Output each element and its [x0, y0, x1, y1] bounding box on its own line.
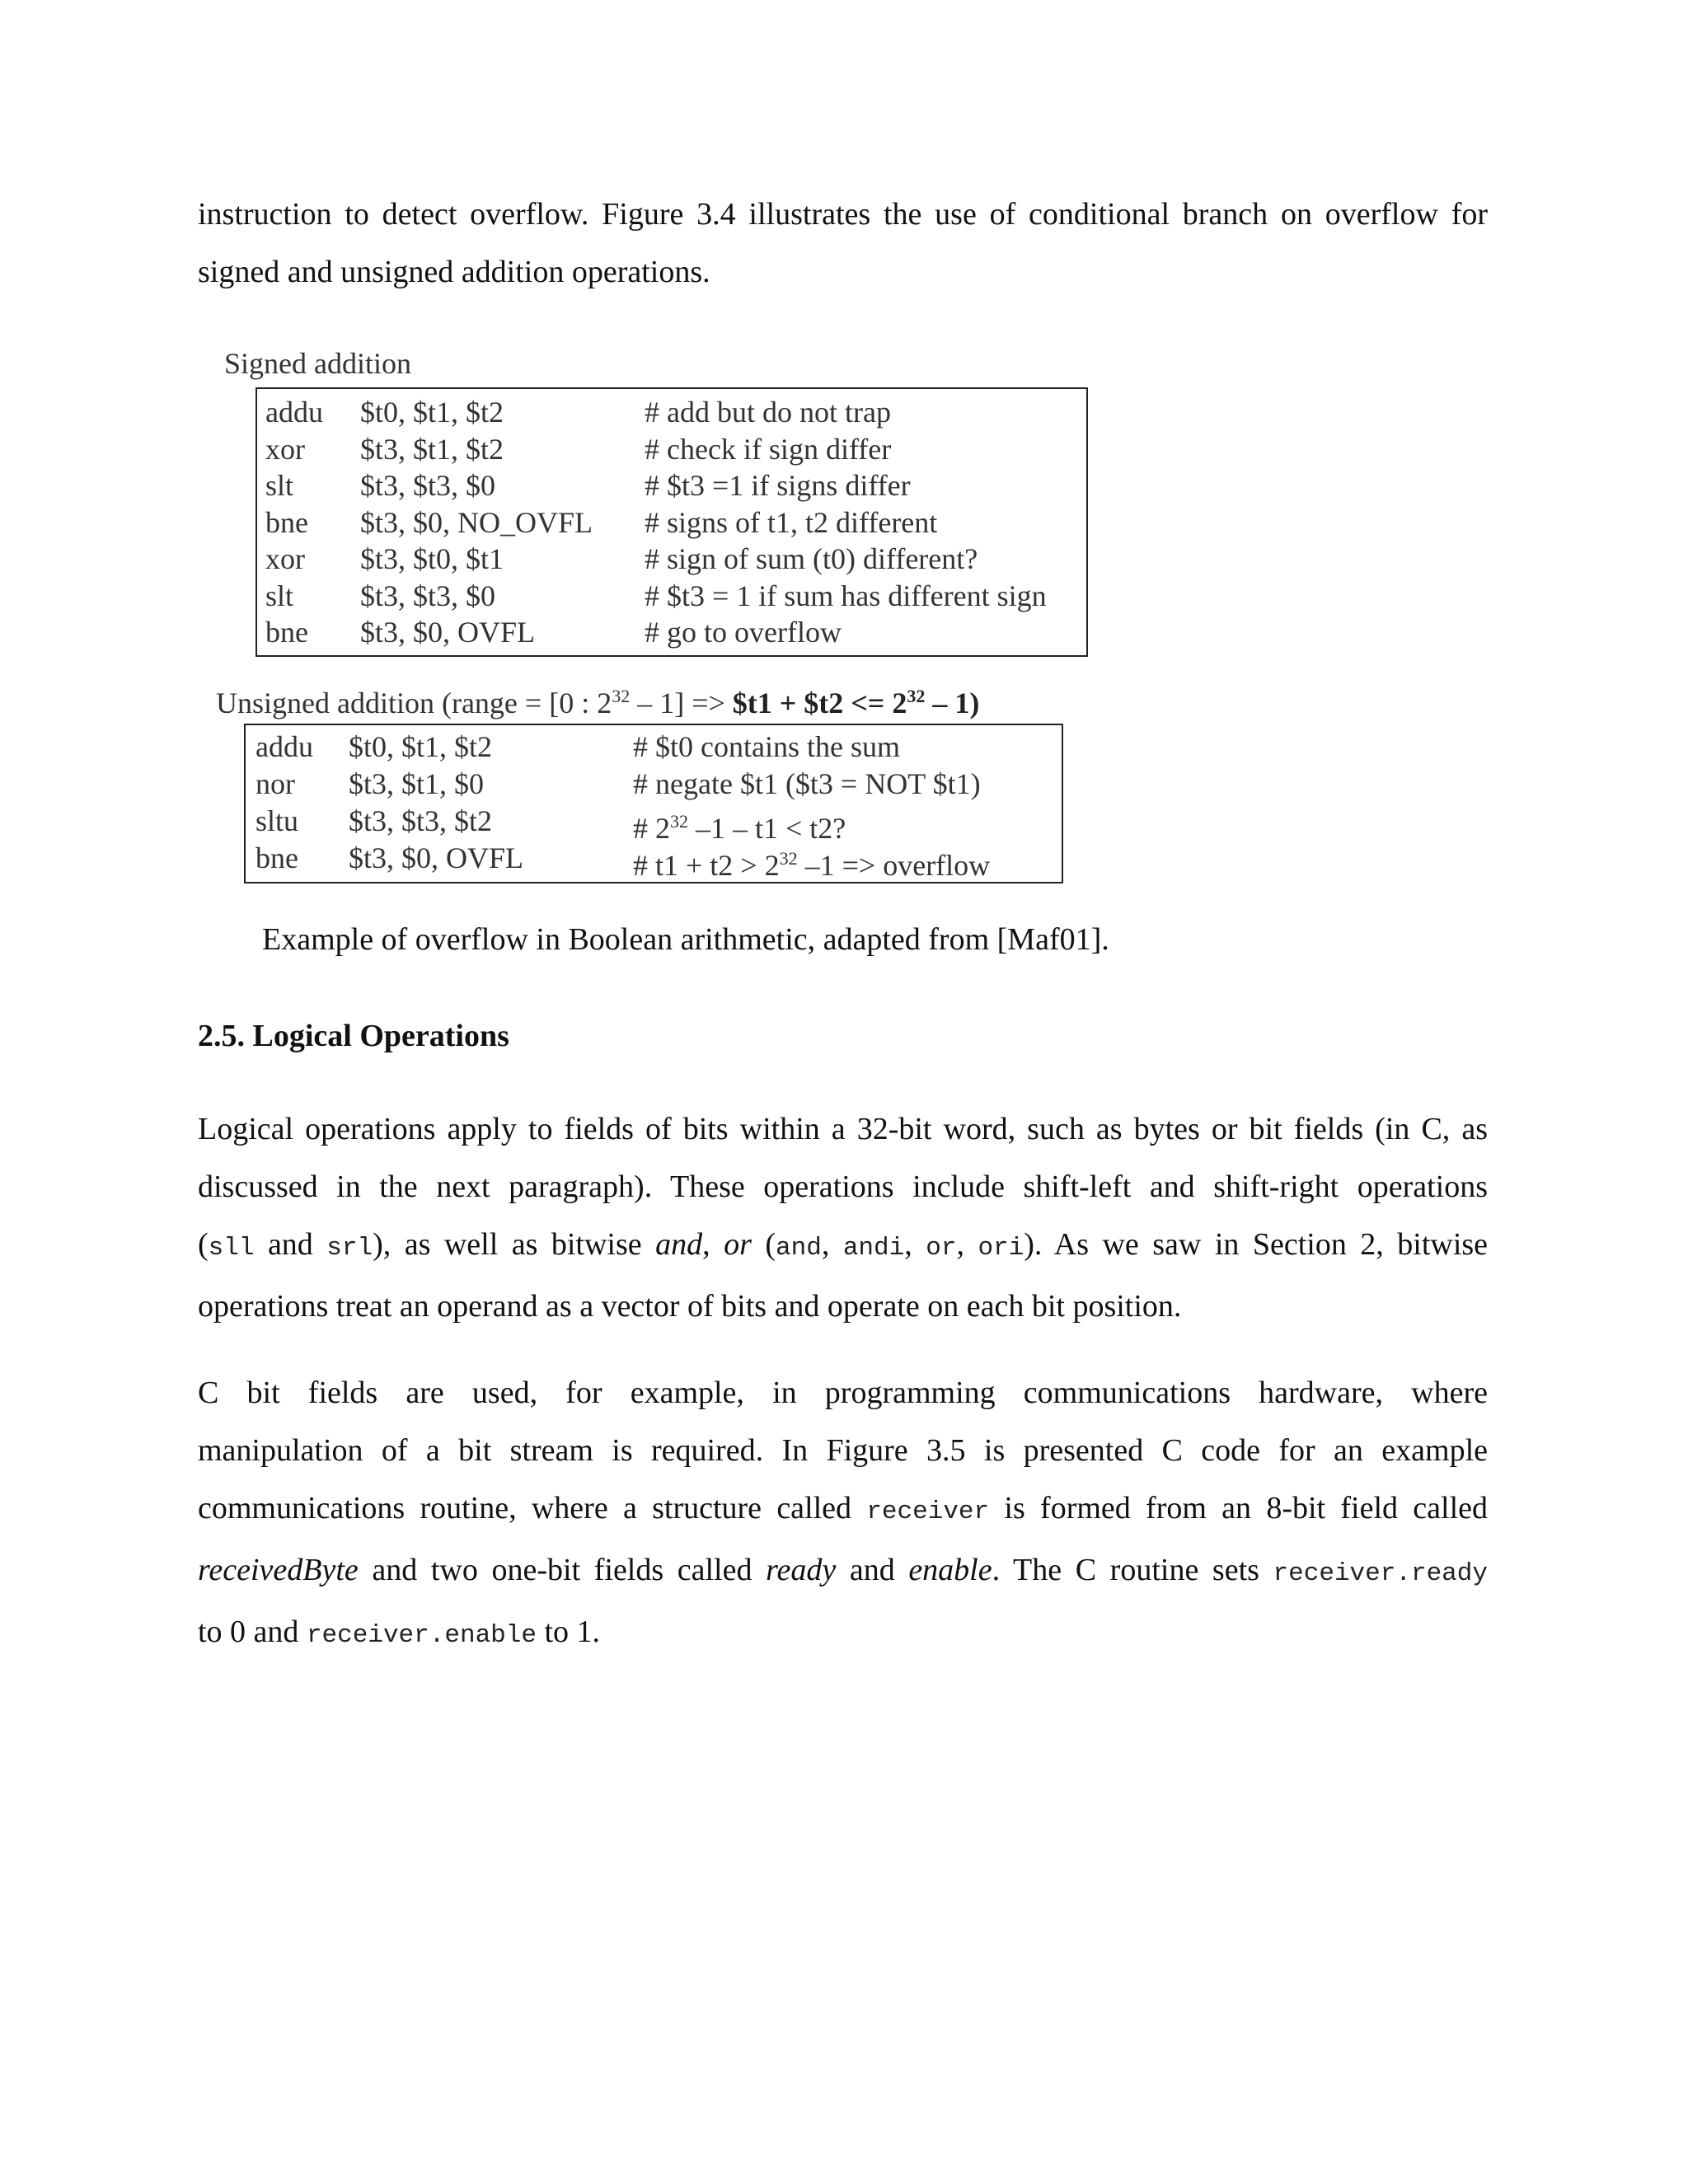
- code-comment-text: –1 – t1 < t2?: [688, 812, 846, 845]
- code-opcode: xor: [265, 432, 305, 466]
- code-row: [246, 803, 1062, 845]
- intro-line-1: instruction to detect overflow. Figure 3.4 illustrates the use of conditional branch on overflow for: [198, 197, 1488, 232]
- code-row: [246, 840, 1062, 882]
- code-row: [257, 504, 1086, 541]
- text: ). As we saw in Section 2, bitwise: [1024, 1227, 1489, 1262]
- code-operands: $t3, $0, NO_OVFL: [360, 505, 593, 539]
- code-opcode: addu: [256, 730, 313, 763]
- code-operands: $t3, $t3, $t2: [349, 804, 493, 837]
- code-comment-text: –1 => overflow: [797, 849, 991, 882]
- code-row: [257, 431, 1086, 468]
- text: and two one-bit fields called: [358, 1553, 767, 1587]
- code-comment-text: # t1 + t2 > 2: [633, 849, 780, 882]
- code-comment: # check if sign differ: [645, 432, 892, 466]
- italic-enable: enable: [908, 1553, 992, 1587]
- para2-line-2: manipulation of a bit stream is required. In Figure 3.5 is presented C code for an example: [198, 1433, 1488, 1468]
- figure-caption: Example of overflow in Boolean arithmetic, adapted from [Maf01].: [262, 922, 1109, 957]
- text: and: [254, 1227, 327, 1262]
- code-or: or: [926, 1234, 957, 1263]
- code-row: [257, 467, 1086, 504]
- code-opcode: slt: [265, 469, 294, 502]
- text: to 1.: [536, 1615, 601, 1649]
- para2-line-1: C bit fields are used, for example, in programming communications hardware, where: [198, 1376, 1488, 1410]
- code-ori: ori: [978, 1234, 1025, 1263]
- code-comment: # signs of t1, t2 different: [645, 505, 938, 539]
- intro-paragraph: [198, 185, 1488, 301]
- code-operands: $t0, $t1, $t2: [360, 396, 504, 429]
- code-and: and: [776, 1234, 822, 1263]
- code-opcode: addu: [265, 396, 323, 429]
- unsigned-title-bold-exponent: 32: [907, 686, 926, 706]
- para1-line-1: Logical operations apply to fields of bits within a 32-bit word, such as bytes or bit fields (in C, as: [198, 1112, 1488, 1146]
- unsigned-title-end: – 1): [925, 687, 980, 719]
- code-comment: # go to overflow: [645, 616, 842, 649]
- text: ), as well as bitwise: [373, 1227, 656, 1262]
- text: ,: [821, 1227, 843, 1262]
- text: communications routine, where a structure called: [198, 1491, 867, 1526]
- code-receiver: receiver: [866, 1497, 990, 1526]
- text: ,: [956, 1227, 978, 1262]
- code-row: [246, 729, 1062, 766]
- code-row: [257, 394, 1086, 431]
- para2-line-5: [198, 1603, 1488, 1665]
- code-comment-exponent: 32: [670, 811, 688, 832]
- text: to 0 and: [198, 1615, 307, 1649]
- code-opcode: slt: [265, 579, 294, 612]
- unsigned-title-text-mid: – 1] =>: [630, 687, 733, 719]
- intro-line-2: signed and unsigned addition operations.: [198, 255, 710, 289]
- code-opcode: bne: [265, 505, 308, 539]
- code-operands: $t3, $0, OVFL: [360, 616, 536, 649]
- code-comment: # negate $t1 ($t3 = NOT $t1): [633, 767, 981, 800]
- code-row: [257, 541, 1086, 578]
- code-opcode: sltu: [256, 804, 299, 837]
- code-operands: $t3, $0, OVFL: [349, 841, 524, 874]
- code-row: [257, 578, 1086, 615]
- unsigned-title-exponent: 32: [612, 686, 631, 706]
- text: ,: [702, 1227, 724, 1262]
- code-operands: $t3, $t1, $0: [349, 767, 485, 800]
- code-operands: $t0, $t1, $t2: [349, 730, 493, 763]
- text: ,: [904, 1227, 926, 1262]
- code-opcode: bne: [265, 616, 308, 649]
- code-comment-exponent: 32: [779, 848, 798, 869]
- code-andi: andi: [842, 1234, 905, 1263]
- code-row: [257, 614, 1086, 651]
- unsigned-addition-title: [216, 686, 979, 720]
- signed-addition-title: Signed addition: [224, 347, 411, 380]
- unsigned-title-bold: $t1 + $t2 <= 2: [732, 687, 907, 719]
- code-receiver-enable: receiver.enable: [306, 1621, 537, 1650]
- code-opcode: bne: [256, 841, 298, 874]
- signed-addition-code-box: [256, 387, 1088, 657]
- italic-or: or: [724, 1227, 752, 1262]
- code-opcode: nor: [256, 767, 295, 800]
- code-comment: # $t0 contains the sum: [633, 730, 900, 763]
- c-bit-fields-paragraph: [198, 1364, 1488, 1665]
- code-sll: sll: [208, 1234, 255, 1263]
- para1-line-3: [198, 1216, 1488, 1277]
- code-opcode: xor: [265, 542, 305, 575]
- text: . The C routine sets: [992, 1553, 1273, 1587]
- italic-ready: ready: [766, 1553, 837, 1587]
- code-comment: # $t3 = 1 if sum has different sign: [645, 579, 1047, 612]
- code-comment-text: # 2: [633, 812, 670, 845]
- code-operands: $t3, $t1, $t2: [360, 432, 504, 466]
- code-srl: srl: [326, 1234, 373, 1263]
- para1-line-4: operations treat an operand as a vector of bits and operate on each bit position.: [198, 1289, 1182, 1324]
- italic-receivedbyte: receivedByte: [198, 1553, 359, 1587]
- code-row: [246, 766, 1062, 803]
- code-comment: [633, 840, 990, 884]
- unsigned-title-text: Unsigned addition (range = [0 : 2: [216, 687, 612, 719]
- code-receiver-ready: receiver.ready: [1273, 1559, 1488, 1588]
- code-operands: $t3, $t3, $0: [360, 469, 496, 502]
- code-comment: # add but do not trap: [645, 396, 891, 429]
- text: and: [836, 1553, 909, 1587]
- code-comment: # $t3 =1 if signs differ: [645, 469, 911, 502]
- text: (: [198, 1227, 209, 1262]
- code-operands: $t3, $t0, $t1: [360, 542, 504, 575]
- para2-line-4: [198, 1541, 1488, 1603]
- section-heading: 2.5. Logical Operations: [198, 1019, 509, 1053]
- italic-and: and: [655, 1227, 703, 1262]
- para1-line-2: discussed in the next paragraph). These operations include shift-left and shift-right operations: [198, 1169, 1488, 1204]
- text: (: [751, 1227, 776, 1262]
- code-operands: $t3, $t3, $0: [360, 579, 496, 612]
- unsigned-addition-code-box: [244, 724, 1063, 883]
- logical-operations-paragraph: [198, 1100, 1488, 1335]
- text: is formed from an 8-bit field called: [989, 1491, 1488, 1526]
- para2-line-3: [198, 1479, 1488, 1541]
- code-comment: # sign of sum (t0) different?: [645, 542, 978, 575]
